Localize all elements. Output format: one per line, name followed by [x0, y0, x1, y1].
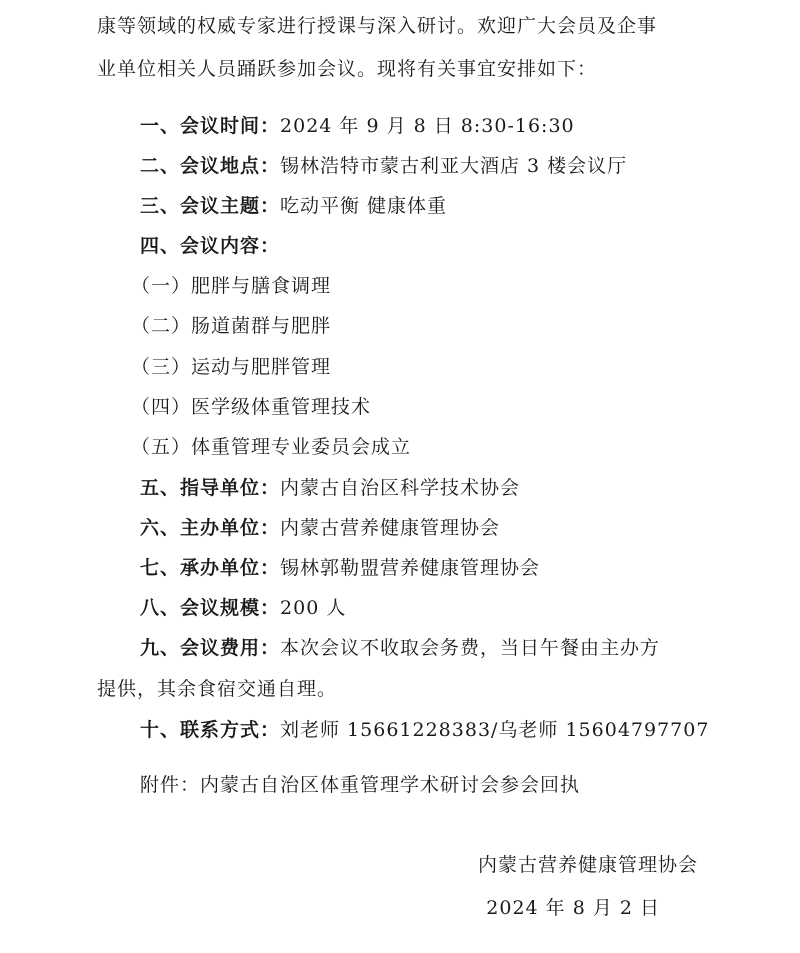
sub-item: （三）运动与肥胖管理	[131, 356, 332, 378]
item-organizer	[140, 556, 540, 580]
sub-item: （二）肠道菌群与肥胖	[131, 315, 332, 337]
item-theme	[140, 194, 447, 218]
item-content	[140, 234, 280, 258]
item-theme-value: 吃动平衡 健康体重	[280, 195, 448, 217]
item-fee	[140, 636, 660, 660]
item-time	[140, 114, 575, 138]
item-contact-label: 十、联系方式：	[140, 719, 281, 741]
sub-item: （四）医学级体重管理技术	[131, 396, 372, 418]
item-time-label: 一、会议时间：	[140, 115, 281, 137]
item-host	[140, 516, 500, 540]
item-organizer-value: 锡林郭勒盟营养健康管理协会	[280, 557, 541, 579]
intro-line-2: 业单位相关人员踊跃参加会议。现将有关事宜安排如下：	[97, 58, 598, 80]
signature-org: 内蒙古营养健康管理协会	[477, 854, 698, 876]
item-content-label: 四、会议内容：	[140, 235, 281, 257]
item-fee-continuation: 提供，其余食宿交通自理。	[97, 678, 338, 700]
item-guide	[140, 476, 520, 500]
item-time-value: 2024 年 9 月 8 日 8:30-16:30	[280, 115, 575, 137]
item-scale-value: 200 人	[280, 597, 347, 619]
item-host-label: 六、主办单位：	[140, 517, 281, 539]
sub-item: （一）肥胖与膳食调理	[131, 275, 332, 297]
item-venue-label: 二、会议地点：	[140, 155, 281, 177]
attachment-note: 附件：内蒙古自治区体重管理学术研讨会参会回执	[140, 774, 581, 796]
item-contact	[140, 718, 709, 742]
item-fee-label: 九、会议费用：	[140, 637, 281, 659]
signature-date: 2024 年 8 月 2 日	[486, 897, 660, 919]
item-host-value: 内蒙古营养健康管理协会	[280, 517, 501, 539]
item-venue	[140, 154, 627, 178]
sub-item: （五）体重管理专业委员会成立	[131, 436, 412, 458]
item-venue-value: 锡林浩特市蒙古利亚大酒店 3 楼会议厅	[280, 155, 628, 177]
item-theme-label: 三、会议主题：	[140, 195, 281, 217]
item-fee-value: 本次会议不收取会务费，当日午餐由主办方	[280, 637, 661, 659]
item-scale-label: 八、会议规模：	[140, 597, 281, 619]
item-guide-value: 内蒙古自治区科学技术协会	[280, 477, 521, 499]
item-scale	[140, 596, 346, 620]
item-contact-value: 刘老师 15661228383/乌老师 15604797707	[280, 719, 710, 741]
intro-line-1: 康等领域的权威专家进行授课与深入研讨。欢迎广大会员及企事	[97, 15, 658, 37]
item-guide-label: 五、指导单位：	[140, 477, 281, 499]
item-organizer-label: 七、承办单位：	[140, 557, 281, 579]
